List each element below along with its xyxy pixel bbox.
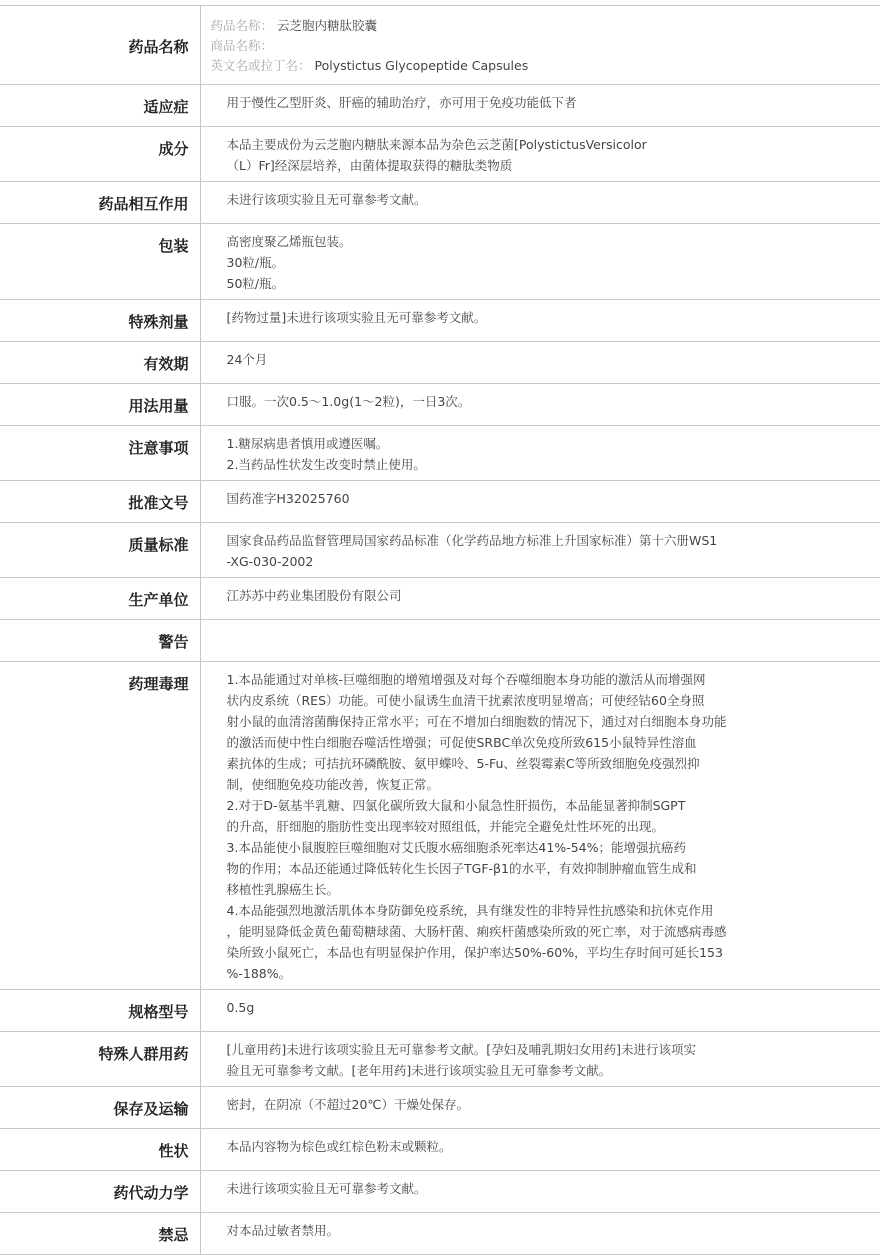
text-line: 国家食品药品监督管理局国家药品标准（化学药品地方标准上升国家标准）第十六册WS1	[226, 533, 718, 548]
text-line: %-188%。	[226, 966, 292, 981]
row-label: 生产单位	[0, 578, 200, 620]
text-line: （L）Fr]经深层培养，由菌体提取获得的糖肽类物质	[226, 158, 513, 173]
row-value	[200, 384, 880, 426]
row-value	[200, 1213, 880, 1255]
row-label: 药代动力学	[0, 1171, 200, 1213]
row-value	[200, 578, 880, 620]
row-label: 批准文号	[0, 481, 200, 523]
row-label: 禁忌	[0, 1213, 200, 1255]
row-value	[200, 1087, 880, 1129]
row-storage	[0, 1087, 880, 1129]
row-label: 特殊剂量	[0, 300, 200, 342]
row-label: 成分	[0, 127, 200, 182]
row-value	[200, 481, 880, 523]
row-value	[200, 1171, 880, 1213]
row-standard	[0, 523, 880, 578]
text-line: 的升高，肝细胞的脂肪性变出现率较对照组低，并能完全避免灶性坏死的出现。	[226, 819, 665, 834]
row-interactions	[0, 182, 880, 224]
row-label: 药品相互作用	[0, 182, 200, 224]
text-line: 江苏苏中药业集团股份有限公司	[226, 588, 402, 603]
text-line: 4.本品能强烈地激活肌体本身防御免疫系统，具有继发性的非特异性抗感染和抗休克作用	[226, 903, 714, 918]
row-label: 适应症	[0, 85, 200, 127]
text-line: 验且无可靠参考文献。[老年用药]未进行该项实验且无可靠参考文献。	[226, 1063, 612, 1078]
text-line: 30粒/瓶。	[226, 255, 285, 270]
row-value	[200, 620, 880, 662]
row-label: 用法用量	[0, 384, 200, 426]
text-line: 对本品过敏者禁用。	[226, 1223, 340, 1238]
text-line: 染所致小鼠死亡，本品也有明显保护作用，保护率达50%-60%，平均生存时间可延长153	[226, 945, 723, 960]
row-value	[200, 85, 880, 127]
row-special-population	[0, 1032, 880, 1087]
row-label: 药理毒理	[0, 662, 200, 990]
text-line: [药物过量]未进行该项实验且无可靠参考文献。	[226, 310, 487, 325]
text-line: [儿童用药]未进行该项实验且无可靠参考文献。[孕妇及哺乳期妇女用药]未进行该项实	[226, 1042, 697, 1057]
english-name-key: 英文名或拉丁名：	[210, 58, 311, 73]
row-value	[200, 127, 880, 182]
row-label: 保存及运输	[0, 1087, 200, 1129]
text-line: 0.5g	[226, 1000, 255, 1015]
row-indications	[0, 85, 880, 127]
generic-name-line	[211, 16, 791, 36]
row-spec	[0, 990, 880, 1032]
trade-name-line	[211, 36, 791, 56]
text-line: 国药准字H32025760	[226, 491, 350, 506]
text-line: 2.当药品性状发生改变时禁止使用。	[226, 457, 426, 472]
english-name-line	[211, 56, 791, 76]
row-value	[200, 182, 880, 224]
row-label: 包装	[0, 224, 200, 300]
text-line: 本品内容物为棕色或红棕色粉末或颗粒。	[226, 1139, 452, 1154]
row-approval	[0, 481, 880, 523]
text-line: 物的作用；本品还能通过降低转化生长因子TGF-β1的水平，有效抑制肿瘤血管生成和	[226, 861, 697, 876]
text-line: 3.本品能使小鼠腹腔巨噬细胞对艾氏腹水癌细胞杀死率达41%-54%；能增强抗癌药	[226, 840, 687, 855]
row-composition	[0, 127, 880, 182]
row-warning	[0, 620, 880, 662]
text-line: 状内皮系统（RES）功能。可使小鼠诱生血清干扰素浓度明显增高；可使经钴60全身照	[226, 693, 705, 708]
row-value	[200, 6, 880, 85]
text-line: 的激活而使中性白细胞吞噬活性增强；可促使SRBC单次免疫所致615小鼠特异性溶血	[226, 735, 697, 750]
text-line: 用于慢性乙型肝炎、肝癌的辅助治疗，亦可用于免疫功能低下者	[226, 95, 577, 110]
row-manufacturer	[0, 578, 880, 620]
row-value	[200, 342, 880, 384]
row-label: 注意事项	[0, 426, 200, 481]
text-line: 移植性乳腺癌生长。	[226, 882, 340, 897]
row-pharmacology	[0, 662, 880, 990]
text-line: 素抗体的生成；可拮抗环磷酰胺、氨甲蝶呤、5-Fu、丝裂霉素C等所致细胞免疫强烈抑	[226, 756, 700, 771]
drug-info-table	[0, 5, 880, 1255]
row-special-dosage	[0, 300, 880, 342]
row-value	[200, 990, 880, 1032]
text-line: 1.本品能通过对单核-巨噬细胞的增殖增强及对每个吞噬细胞本身功能的激活从而增强网	[226, 672, 706, 687]
row-value	[200, 662, 880, 990]
row-label: 规格型号	[0, 990, 200, 1032]
row-value	[200, 1129, 880, 1171]
text-line: 2.对于D-氨基半乳糖、四氯化碳所致大鼠和小鼠急性肝损伤，本品能显著抑制SGPT	[226, 798, 686, 813]
row-usage	[0, 384, 880, 426]
row-value	[200, 426, 880, 481]
row-shelf-life	[0, 342, 880, 384]
text-line: 50粒/瓶。	[226, 276, 285, 291]
text-line: 密封，在阴凉（不超过20℃）干燥处保存。	[226, 1097, 469, 1112]
row-precautions	[0, 426, 880, 481]
text-line: 24个月	[226, 352, 268, 367]
text-line: 制，使细胞免疫功能改善，恢复正常。	[226, 777, 440, 792]
generic-name-value: 云芝胞内糖肽胶囊	[277, 18, 378, 33]
text-line: 未进行该项实验且无可靠参考文献。	[226, 1181, 427, 1196]
row-value	[200, 224, 880, 300]
row-contraindications	[0, 1213, 880, 1255]
text-line: 高密度聚乙烯瓶包装。	[226, 234, 352, 249]
row-value	[200, 523, 880, 578]
row-label: 警告	[0, 620, 200, 662]
row-pharmacokinetics	[0, 1171, 880, 1213]
row-label: 有效期	[0, 342, 200, 384]
row-name	[0, 6, 880, 85]
text-line: ，能明显降低金黄色葡萄糖球菌、大肠杆菌、痢疾杆菌感染所致的死亡率，对于流感病毒感	[226, 924, 727, 939]
text-line: 口服。一次0.5～1.0g(1～2粒)，一日3次。	[226, 394, 471, 409]
trade-name-key: 商品名称：	[210, 38, 274, 53]
text-line: 1.糖尿病患者慎用或遵医嘱。	[226, 436, 389, 451]
english-name-value: Polystictus Glycopeptide Capsules	[314, 58, 529, 73]
row-label: 特殊人群用药	[0, 1032, 200, 1087]
row-value	[200, 1032, 880, 1087]
row-label: 性状	[0, 1129, 200, 1171]
row-packaging	[0, 224, 880, 300]
text-line: 未进行该项实验且无可靠参考文献。	[226, 192, 427, 207]
text-line: 本品主要成份为云芝胞内糖肽来源本品为杂色云芝菌[PolystictusVersicolor	[226, 137, 647, 152]
empty-value	[227, 627, 791, 649]
row-label: 药品名称	[0, 6, 200, 85]
row-label: 质量标准	[0, 523, 200, 578]
text-line: 射小鼠的血清溶菌酶保持正常水平；可在不增加白细胞数的情况下，通过对白细胞本身功能	[226, 714, 727, 729]
text-line: -XG-030-2002	[226, 554, 314, 569]
row-value	[200, 300, 880, 342]
generic-name-key: 药品名称：	[210, 18, 274, 33]
row-appearance	[0, 1129, 880, 1171]
